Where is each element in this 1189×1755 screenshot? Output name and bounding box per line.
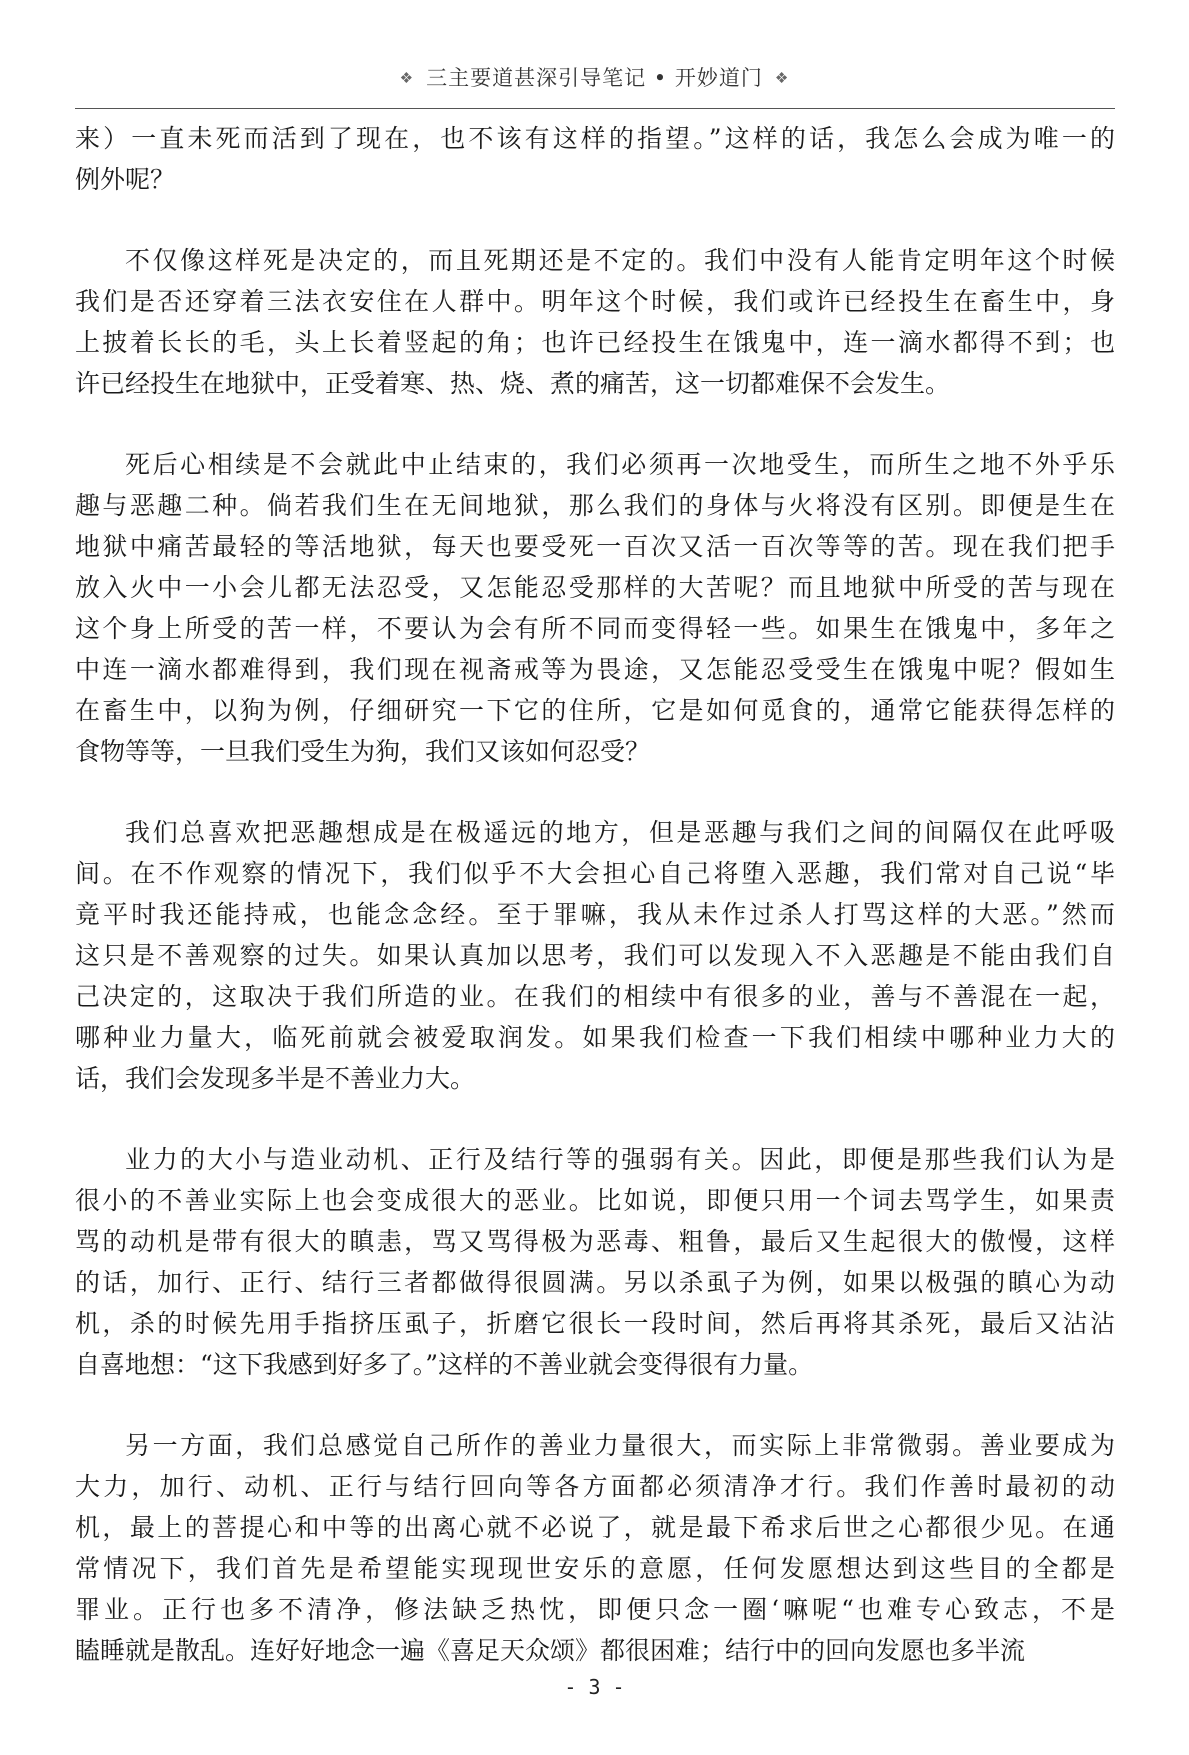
paragraph xyxy=(75,1425,1115,1671)
left-ornament-icon: ❖ xyxy=(399,69,415,87)
text-line: 放入火中一小会儿都无法忍受，又怎能忍受那样的大苦呢？而且地狱中所受的苦与现在 xyxy=(75,573,1115,602)
text-line: 自喜地想：“这下我感到好多了。”这样的不善业就会变得很有力量。 xyxy=(75,1350,814,1379)
text-line: 我们是否还穿着三法衣安住在人群中。明年这个时候，我们或许已经投生在畜生中，身 xyxy=(75,287,1115,316)
paragraph xyxy=(75,444,1115,772)
paragraph xyxy=(75,240,1115,404)
text-line: 竟平时我还能持戒，也能念念经。至于罪嘛，我从未作过杀人打骂这样的大恶。”然而 xyxy=(75,900,1115,929)
text-line: 食物等等，一旦我们受生为狗，我们又该如何忍受？ xyxy=(75,737,651,766)
text-line: 我们总喜欢把恶趣想成是在极遥远的地方，但是恶趣与我们之间的间隔仅在此呼吸 xyxy=(125,818,1115,847)
text-line: 间。在不作观察的情况下，我们似乎不大会担心自己将堕入恶趣，我们常对自己说“毕 xyxy=(75,859,1115,888)
paragraph xyxy=(75,118,1115,200)
text-line: 不仅像这样死是决定的，而且死期还是不定的。我们中没有人能肯定明年这个时候 xyxy=(125,246,1115,275)
text-line: 趣与恶趣二种。倘若我们生在无间地狱，那么我们的身体与火将没有区别。即便是生在 xyxy=(75,491,1115,520)
text-line: 大力，加行、动机、正行与结行回向等各方面都必须清净才行。我们作善时最初的动 xyxy=(75,1472,1115,1501)
page-number: - 3 - xyxy=(564,1675,625,1699)
text-line: 这只是不善观察的过失。如果认真加以思考，我们可以发现入不入恶趣是不能由我们自 xyxy=(75,941,1115,970)
text-line: 来）一直未死而活到了现在，也不该有这样的指望。”这样的话，我怎么会成为唯一的 xyxy=(75,124,1115,153)
text-line: 这个身上所受的苦一样，不要认为会有所不同而变得轻一些。如果生在饿鬼中，多年之 xyxy=(75,614,1115,643)
text-line: 骂的动机是带有很大的瞋恚，骂又骂得极为恶毒、粗鲁，最后又生起很大的傲慢，这样 xyxy=(75,1227,1115,1256)
running-header xyxy=(0,62,1189,92)
right-ornament-icon: ❖ xyxy=(774,69,790,87)
text-line: 瞌睡就是散乱。连好好地念一遍《喜足天众颂》都很困难；结行中的回向发愿也多半流 xyxy=(75,1636,1026,1665)
text-line: 哪种业力量大，临死前就会被爱取润发。如果我们检查一下我们相续中哪种业力大的 xyxy=(75,1023,1115,1052)
paragraph xyxy=(75,812,1115,1099)
text-line: 的话，加行、正行、结行三者都做得很圆满。另以杀虱子为例，如果以极强的瞋心为动 xyxy=(75,1268,1115,1297)
header-divider xyxy=(75,108,1115,109)
text-line: 机，杀的时候先用手指挤压虱子，折磨它很长一段时间，然后再将其杀死，最后又沾沾 xyxy=(75,1309,1115,1338)
text-line: 己决定的，这取决于我们所造的业。在我们的相续中有很多的业，善与不善混在一起， xyxy=(75,982,1115,1011)
text-line: 地狱中痛苦最轻的等活地狱，每天也要受死一百次又活一百次等等的苦。现在我们把手 xyxy=(75,532,1115,561)
text-line: 上披着长长的毛，头上长着竖起的角；也许已经投生在饿鬼中，连一滴水都得不到；也 xyxy=(75,328,1115,357)
text-line: 业力的大小与造业动机、正行及结行等的强弱有关。因此，即便是那些我们认为是 xyxy=(125,1145,1115,1174)
text-line: 例外呢？ xyxy=(75,165,176,194)
text-line: 中连一滴水都难得到，我们现在视斋戒等为畏途，又怎能忍受受生在饿鬼中呢？假如生 xyxy=(75,655,1115,684)
text-line: 在畜生中，以狗为例，仔细研究一下它的住所，它是如何觅食的，通常它能获得怎样的 xyxy=(75,696,1115,725)
text-line: 机，最上的菩提心和中等的出离心就不必说了，就是最下希求后世之心都很少见。在通 xyxy=(75,1513,1115,1542)
text-line: 常情况下，我们首先是希望能实现现世安乐的意愿，任何发愿想达到这些目的全都是 xyxy=(75,1554,1115,1583)
text-line: 罪业。正行也多不清净，修法缺乏热忱，即便只念一圈‘嘛呢“也难专心致志，不是 xyxy=(75,1595,1115,1624)
header-title: 三主要道甚深引导笔记 • 开妙道门 xyxy=(426,66,763,90)
paragraph xyxy=(75,1139,1115,1385)
text-line: 死后心相续是不会就此中止结束的，我们必须再一次地受生，而所生之地不外乎乐 xyxy=(125,450,1115,479)
text-line: 话，我们会发现多半是不善业力大。 xyxy=(75,1064,476,1093)
text-line: 许已经投生在地狱中，正受着寒、热、烧、煮的痛苦，这一切都难保不会发生。 xyxy=(75,369,951,398)
page-body xyxy=(75,118,1115,1711)
text-line: 很小的不善业实际上也会变成很大的恶业。比如说，即便只用一个词去骂学生，如果责 xyxy=(75,1186,1115,1215)
text-line: 另一方面，我们总感觉自己所作的善业力量很大，而实际上非常微弱。善业要成为 xyxy=(125,1431,1115,1460)
